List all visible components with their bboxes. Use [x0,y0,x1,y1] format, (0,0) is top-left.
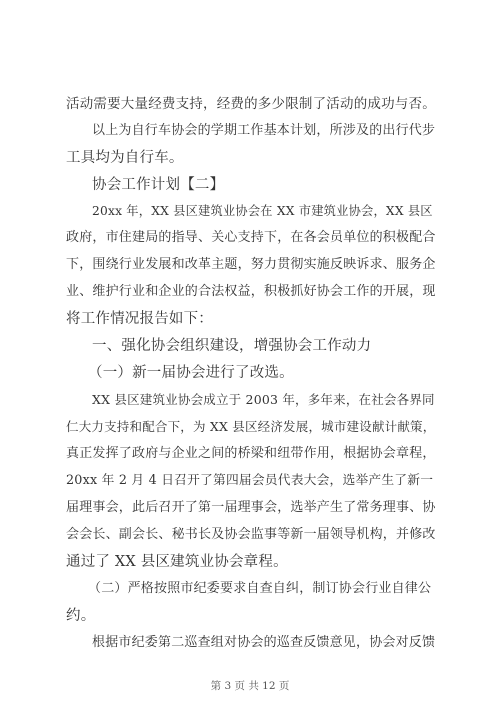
subheading-1-1: （一）新一届协会进行了改选。 [88,365,294,381]
subheading-1-2: （二）严格按照市纪委要求自查自纠，制订协会行业自律公 [88,581,432,596]
body-line-13: 仁大力支持和配合下，为 XX 县区经济发展，城市建设献计献策， [66,419,436,434]
section-heading: 协会工作计划【二】 [92,177,225,193]
body-line-8: 业、维护行业和企业的合法权益，积极抓好协会工作的开展，现 [66,284,436,299]
body-line-7: 下，围绕行业发展和改革主题，努力贯彻实施反映诉求、服务企 [66,257,436,272]
body-line-2: 以上为自行车协会的学期工作基本计划，所涉及的出行代步 [92,123,436,138]
body-line-12: XX 县区建筑业协会成立于 2003 年，多年来，在社会各界同 [92,392,435,407]
page-footer: 第 3 页 共 12 页 [210,680,290,692]
body-line-16: 届理事会，此后召开了第一届理事会，选举产生了常务理事、协 [66,500,436,515]
body-line-14: 真正发挥了政府与企业之间的桥梁和纽带作用，根据协会章程， [66,446,436,461]
body-line-9: 将工作情况报告如下： [66,311,213,327]
body-line-18: 通过了 XX 县区建筑业协会章程。 [66,554,288,570]
body-line-21: 根据市纪委第二巡查组对协会的巡查反馈意见，协会对反馈 [92,635,436,650]
body-line-17: 会会长、副会长、秘书长及协会监事等新一届领导机构，并修改 [66,527,436,542]
body-line-3: 工具均为自行车。 [66,150,184,166]
body-line-5: 20xx 年，XX 县区建筑业协会在 XX 市建筑业协会，XX 县区 [92,204,433,218]
body-line-15: 20xx 年 2 月 4 日召开了第四届会员代表大会，选举产生了新一 [66,473,434,488]
body-line-1: 活动需要大量经费支持，经费的多少限制了活动的成功与否。 [66,96,436,112]
body-line-20: 约。 [66,608,96,624]
body-line-6: 政府，市住建局的指导、关心支持下，在各会员单位的积极配合 [66,230,436,245]
subheading-1: 一、强化协会组织建设，增强协会工作动力 [92,338,372,354]
